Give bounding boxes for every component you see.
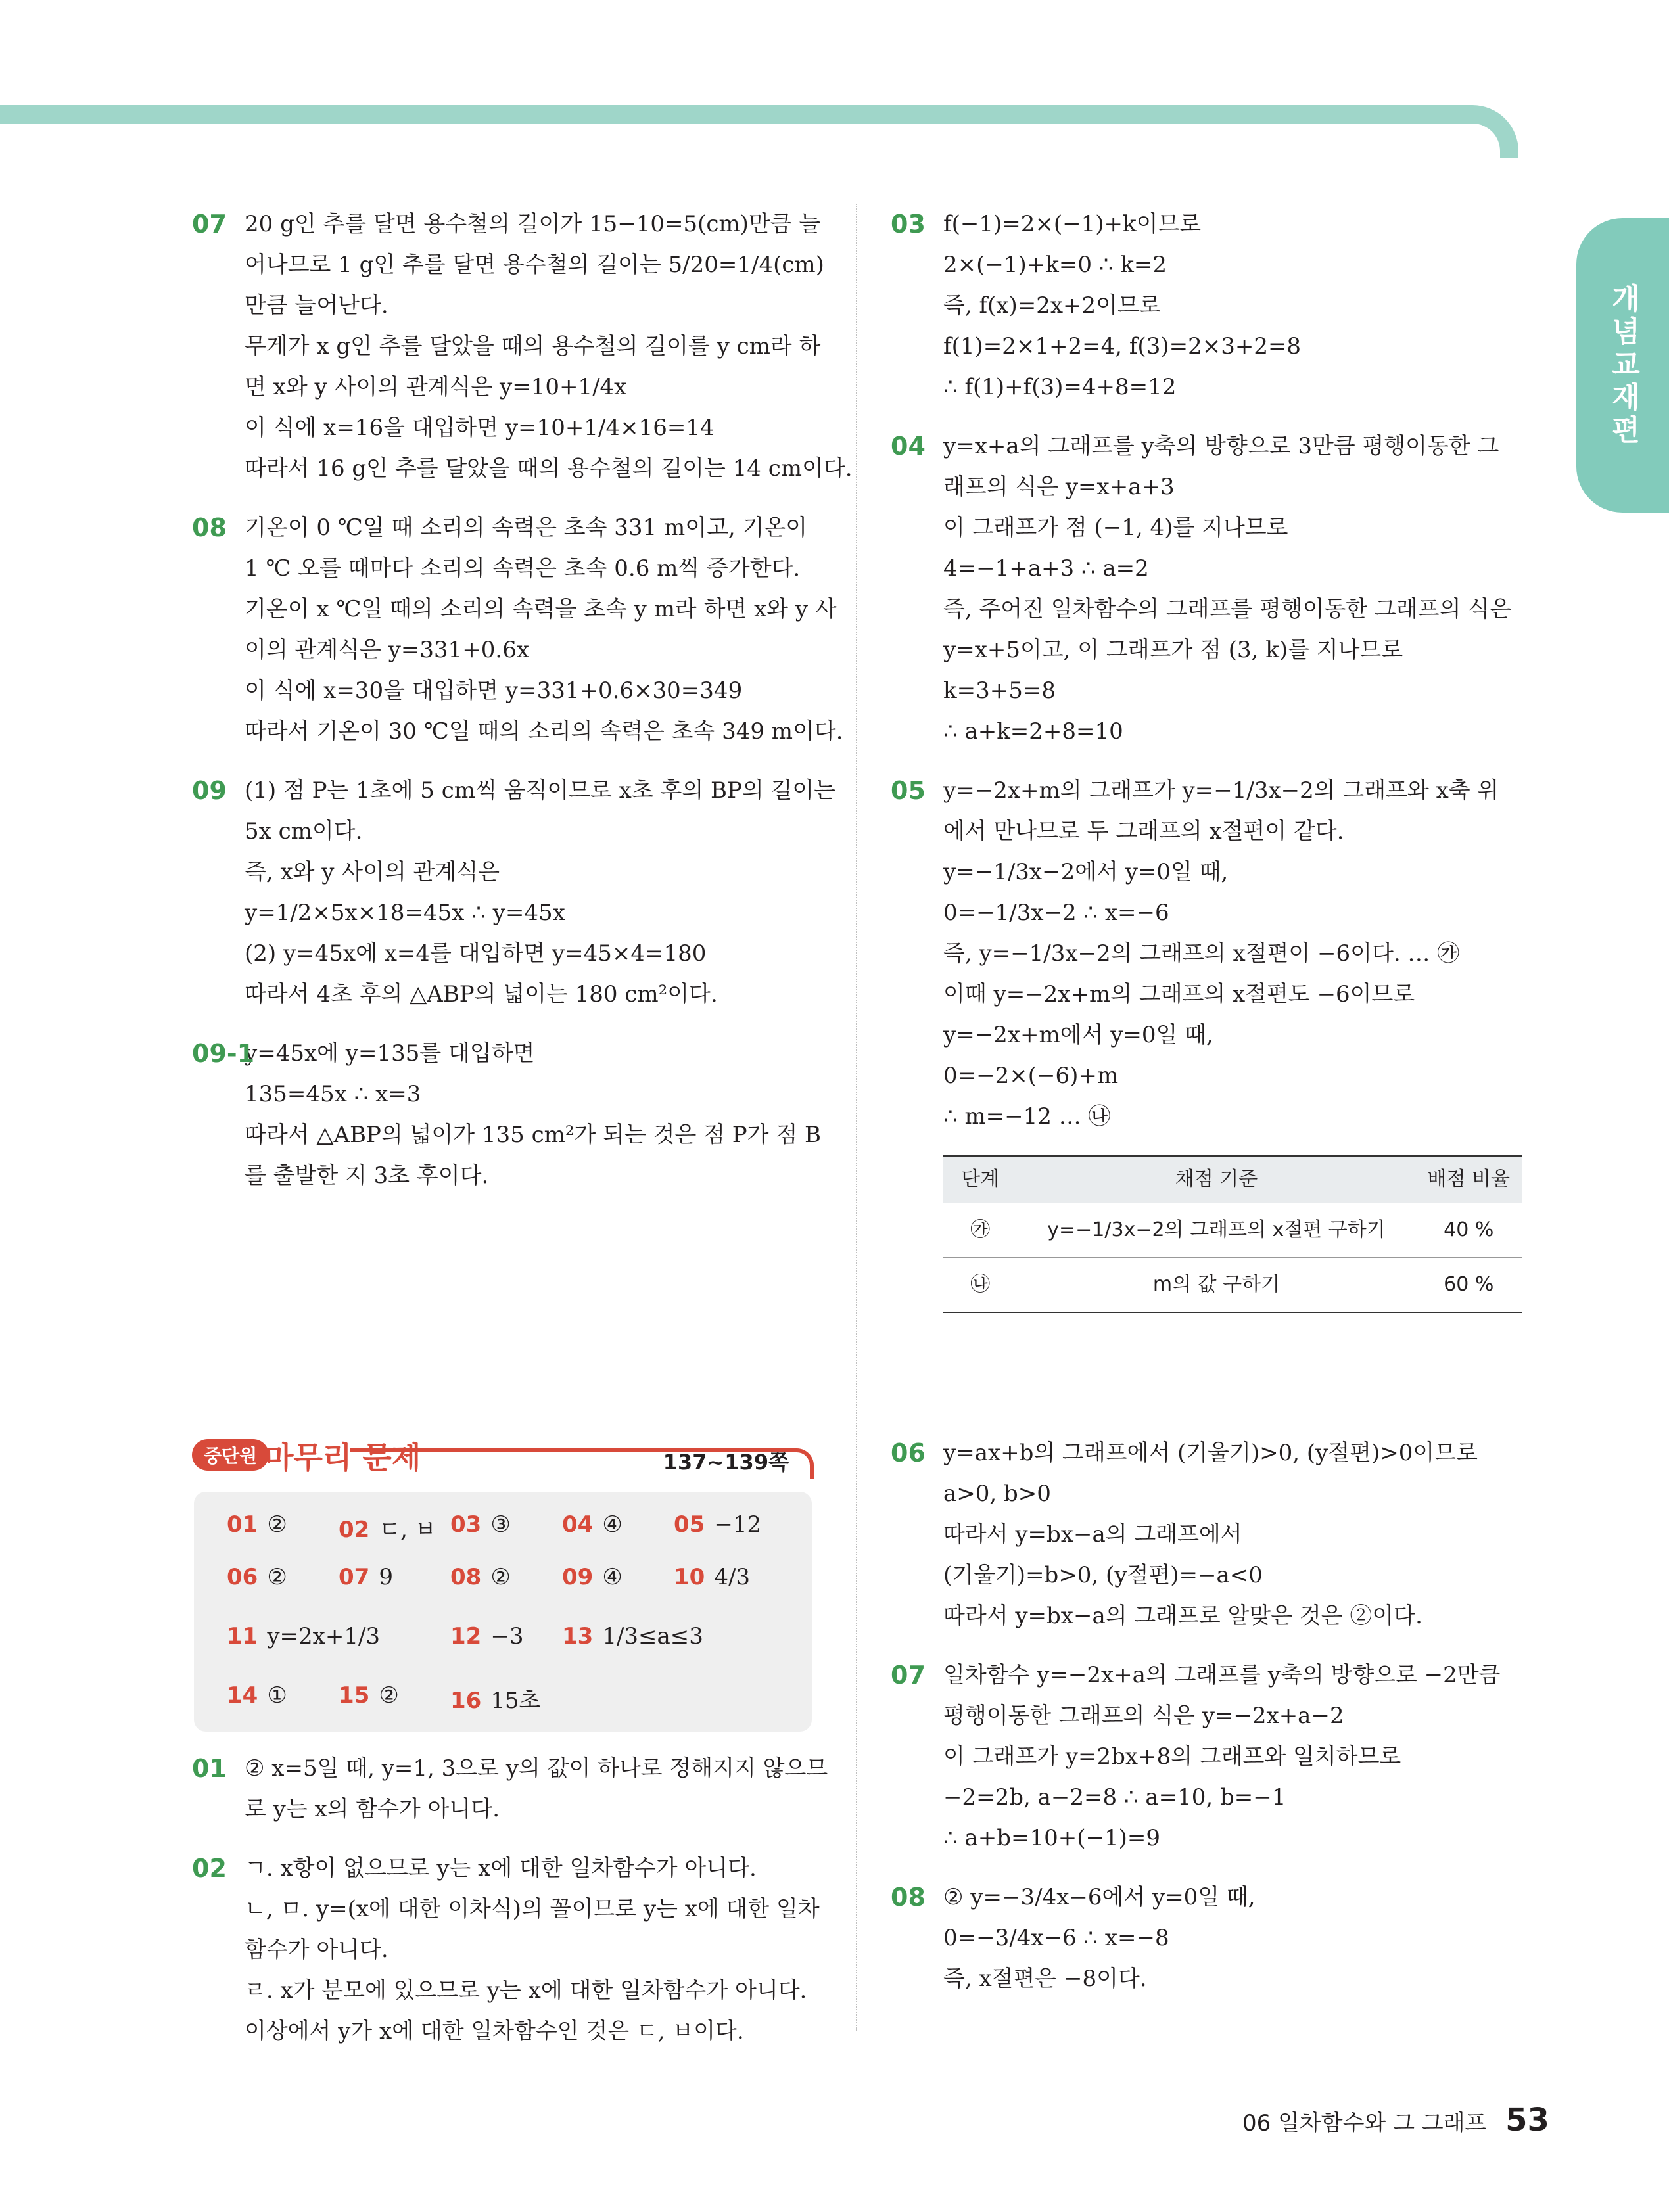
answer-item (339, 1511, 436, 1544)
table-row (943, 1258, 1522, 1313)
solution-line: 만큼 늘어난다. (245, 292, 388, 319)
top-decor-bar (0, 105, 1486, 124)
answer-value: y=2x+1/3 (267, 1623, 381, 1649)
solution-line: f(−1)=2×(−1)+k이므로 (943, 211, 1202, 237)
solution-line: ㄹ. x가 분모에 있으므로 y는 x에 대한 일차함수가 아니다. (245, 1977, 807, 2004)
answer-number: 11 (227, 1623, 258, 1649)
solution-line: 5x cm이다. (245, 818, 363, 844)
solution-line: 이의 관계식은 y=331+0.6x (245, 637, 530, 663)
page-number: 53 (1505, 2102, 1549, 2138)
solution-line: 기온이 x ℃일 때의 소리의 속력을 초속 y m라 하면 x와 y 사 (245, 596, 837, 622)
problem-number: 07 (192, 210, 227, 239)
answer-value: ① (267, 1682, 287, 1709)
solution-line: 즉, y=−1/3x−2의 그래프의 x절편이 −6이다. … ㉮ (943, 940, 1460, 967)
solution-line: a>0, b>0 (943, 1481, 1051, 1507)
answer-item (562, 1564, 623, 1590)
answer-item (562, 1623, 703, 1649)
answer-item (227, 1564, 287, 1590)
problem-number: 03 (891, 210, 926, 239)
answer-item (450, 1511, 511, 1538)
problem-03 (891, 204, 1522, 407)
summary-title: 마무리 문제 (264, 1440, 421, 1475)
answer-number: 16 (450, 1688, 482, 1714)
top-decor-curve (1446, 105, 1518, 158)
problem-number: 04 (891, 432, 926, 461)
solution-line: 즉, x와 y 사이의 관계식은 (245, 859, 500, 885)
answer-value: ② (267, 1564, 287, 1590)
solution-line: y=−2x+m에서 y=0일 때, (943, 1022, 1213, 1048)
solution-line: ∴ a+k=2+8=10 (943, 718, 1123, 745)
problem-number: 06 (891, 1439, 926, 1467)
solution-line: 무게가 x g인 추를 달았을 때의 용수철의 길이를 y cm라 하 (245, 333, 821, 359)
solution-line: ㄴ, ㅁ. y=(x에 대한 이차식)의 꼴이므로 y는 x에 대한 일차 (245, 1896, 820, 1922)
solution-line: y=1/2×5x×18=45x ∴ y=45x (245, 900, 565, 926)
answer-number: 08 (450, 1564, 482, 1590)
right-column (891, 204, 1522, 1313)
solution-line: 2×(−1)+k=0 ∴ k=2 (943, 252, 1167, 278)
answer-value: −12 (714, 1511, 762, 1538)
solution-line: 이상에서 y가 x에 대한 일차함수인 것은 ㄷ, ㅂ이다. (245, 2018, 744, 2044)
problem-04 (891, 426, 1522, 752)
answer-item (227, 1682, 287, 1709)
summary-pages: 137~139쪽 (663, 1450, 789, 1475)
answer-number: 10 (674, 1564, 705, 1590)
table-cell: ㉯ (943, 1258, 1018, 1313)
solution-line: 따라서 16 g인 추를 달았을 때의 용수철의 길이는 14 cm이다. (245, 455, 853, 482)
answer-number: 12 (450, 1623, 482, 1649)
solution-line: ② x=5일 때, y=1, 3으로 y의 값이 하나로 정해지지 않으므 (245, 1755, 828, 1782)
problem-09 (192, 770, 836, 1015)
answer-number: 15 (339, 1682, 370, 1709)
answer-value: 4/3 (714, 1564, 751, 1590)
answer-number: 01 (227, 1511, 258, 1538)
answer-value: ④ (602, 1564, 623, 1590)
solution-line: 1 ℃ 오를 때마다 소리의 속력은 초속 0.6 m씩 증가한다. (245, 555, 801, 582)
problem-number: 08 (891, 1883, 926, 1912)
problem-number: 02 (192, 1854, 227, 1883)
problem-07 (891, 1655, 1522, 1858)
answer-item (450, 1682, 540, 1715)
solution-line: 즉, x절편은 −8이다. (943, 1966, 1147, 1992)
solution-line: 어나므로 1 g인 추를 달면 용수철의 길이는 5/20=1/4(cm) (245, 252, 824, 278)
solution-line: 함수가 아니다. (245, 1937, 388, 1963)
table-header: 채점 기준 (1018, 1156, 1415, 1203)
answer-item (227, 1511, 287, 1538)
table-cell: y=−1/3x−2의 그래프의 x절편 구하기 (1018, 1203, 1415, 1258)
problem-07 (192, 204, 853, 489)
answer-number: 03 (450, 1511, 482, 1538)
solution-line: f(1)=2×1+2=4, f(3)=2×3+2=8 (943, 333, 1302, 359)
solution-line: 20 g인 추를 달면 용수철의 길이가 15−10=5(cm)만큼 늘 (245, 211, 821, 237)
answer-item (450, 1623, 523, 1649)
answer-item (227, 1623, 380, 1649)
solution-line: 이 식에 x=30을 대입하면 y=331+0.6×30=349 (245, 678, 743, 704)
solution-line: y=x+5이고, 이 그래프가 점 (3, k)를 지나므로 (943, 637, 1403, 663)
solution-line: 를 출발한 지 3초 후이다. (245, 1163, 489, 1189)
problem-number: 09 (192, 776, 227, 805)
solution-line: k=3+5=8 (943, 678, 1056, 704)
solution-line: −2=2b, a−2=8 ∴ a=10, b=−1 (943, 1784, 1286, 1810)
solution-line: 따라서 기온이 30 ℃일 때의 소리의 속력은 초속 349 m이다. (245, 718, 843, 745)
problem-number: 05 (891, 776, 926, 805)
problem-02 (192, 1848, 823, 2052)
answer-value: ③ (490, 1511, 511, 1538)
summary-answer-box (194, 1492, 812, 1732)
solution-line: 따라서 y=bx−a의 그래프로 알맞은 것은 ②이다. (943, 1603, 1422, 1629)
solution-line: 평행이동한 그래프의 식은 y=−2x+a−2 (943, 1703, 1344, 1729)
left-column (192, 204, 853, 1214)
problem-number: 01 (192, 1754, 227, 1783)
page-footer (1242, 2102, 1549, 2138)
column-divider (856, 204, 857, 2031)
solution-line: ㄱ. x항이 없으므로 y는 x에 대한 일차함수가 아니다. (245, 1855, 757, 1881)
table-cell: 60 % (1415, 1258, 1522, 1313)
problem-08 (192, 507, 843, 752)
solution-line: 0=−2×(−6)+m (943, 1063, 1119, 1089)
problem-number: 09-1 (192, 1039, 255, 1068)
solution-line: 이 그래프가 y=2bx+8의 그래프와 일치하므로 (943, 1743, 1401, 1770)
solution-line: 이때 y=−2x+m의 그래프의 x절편도 −6이므로 (943, 981, 1415, 1007)
solution-line: 즉, f(x)=2x+2이므로 (943, 292, 1161, 319)
problem-number: 07 (891, 1661, 926, 1690)
solution-line: y=ax+b의 그래프에서 (기울기)>0, (y절편)>0이므로 (943, 1440, 1478, 1466)
answer-item (674, 1564, 750, 1590)
solution-line: (기울기)=b>0, (y절편)=−a<0 (943, 1562, 1263, 1588)
problem-01 (192, 1748, 828, 1830)
answer-item (339, 1682, 399, 1709)
solution-line: 면 x와 y 사이의 관계식은 y=10+1/4x (245, 374, 627, 400)
table-header: 배점 비율 (1415, 1156, 1522, 1203)
answer-number: 04 (562, 1511, 594, 1538)
answer-number: 06 (227, 1564, 258, 1590)
problem-09-1 (192, 1033, 823, 1196)
answer-value: ㄷ, ㅂ (379, 1517, 436, 1543)
solution-line: 에서 만나므로 두 그래프의 x절편이 같다. (943, 818, 1344, 844)
solution-line: (2) y=45x에 x=4를 대입하면 y=45×4=180 (245, 940, 707, 967)
table-row (943, 1203, 1522, 1258)
solution-line: 따라서 △ABP의 넓이가 135 cm²가 되는 것은 점 P가 점 B (245, 1122, 821, 1148)
solution-line: 즉, 주어진 일차함수의 그래프를 평행이동한 그래프의 식은 (943, 596, 1511, 622)
answer-number: 09 (562, 1564, 594, 1590)
answer-number: 14 (227, 1682, 258, 1709)
solution-line: y=45x에 y=135를 대입하면 (245, 1040, 535, 1067)
side-section-tab: 개념교재편 (1576, 218, 1669, 513)
answer-value: ④ (602, 1511, 623, 1538)
solution-line: y=x+a의 그래프를 y축의 방향으로 3만큼 평행이동한 그 (943, 433, 1499, 459)
solution-line: ② y=−3/4x−6에서 y=0일 때, (943, 1884, 1256, 1910)
solution-line: 기온이 0 ℃일 때 소리의 속력은 초속 331 m이고, 기온이 (245, 515, 808, 541)
summary-header (192, 1434, 815, 1480)
answer-value: 9 (379, 1564, 393, 1590)
table-header: 단계 (943, 1156, 1018, 1203)
solution-line: 이 식에 x=16을 대입하면 y=10+1/4×16=14 (245, 415, 715, 441)
right-column-after (891, 1433, 1522, 2017)
answer-value: −3 (490, 1623, 524, 1649)
footer-chapter: 06 일차함수와 그 그래프 (1242, 2110, 1487, 2136)
solution-line: ∴ f(1)+f(3)=4+8=12 (943, 374, 1177, 400)
solution-line: 0=−3/4x−6 ∴ x=−8 (943, 1925, 1169, 1951)
solution-line: (1) 점 P는 1초에 5 cm씩 움직이므로 x초 후의 BP의 길이는 (245, 777, 836, 804)
solution-line: 따라서 y=bx−a의 그래프에서 (943, 1521, 1242, 1548)
table-cell: 40 % (1415, 1203, 1522, 1258)
solution-line: y=−1/3x−2에서 y=0일 때, (943, 859, 1229, 885)
table-cell: m의 값 구하기 (1018, 1258, 1415, 1313)
solution-line: 일차함수 y=−2x+a의 그래프를 y축의 방향으로 −2만큼 (943, 1662, 1501, 1688)
solution-line: y=−2x+m의 그래프가 y=−1/3x−2의 그래프와 x축 위 (943, 777, 1499, 804)
answer-item (450, 1564, 511, 1590)
answer-value: ② (267, 1511, 287, 1538)
answer-number: 07 (339, 1564, 370, 1590)
summary-badge: 중단원 (192, 1439, 269, 1471)
problem-05 (891, 770, 1522, 1137)
solution-line: ∴ a+b=10+(−1)=9 (943, 1825, 1160, 1851)
problem-06 (891, 1433, 1522, 1636)
table-cell: ㉮ (943, 1203, 1018, 1258)
answer-number: 13 (562, 1623, 594, 1649)
solution-line: 135=45x ∴ x=3 (245, 1081, 421, 1107)
answer-value: 1/3≤a≤3 (602, 1623, 703, 1649)
answer-value: ② (379, 1682, 399, 1709)
solution-line: ∴ m=−12 … ㉯ (943, 1103, 1111, 1130)
solution-line: 이 그래프가 점 (−1, 4)를 지나므로 (943, 515, 1288, 541)
left-column-after (192, 1748, 828, 2070)
problem-number: 08 (192, 513, 227, 542)
answer-item (674, 1511, 761, 1538)
answer-value: 15초 (490, 1688, 541, 1714)
solution-line: 래프의 식은 y=x+a+3 (943, 474, 1175, 500)
problem-08 (891, 1877, 1522, 1999)
solution-line: 4=−1+a+3 ∴ a=2 (943, 555, 1149, 582)
answer-number: 02 (339, 1517, 370, 1543)
solution-line: 로 y는 x의 함수가 아니다. (245, 1796, 500, 1822)
solution-line: 0=−1/3x−2 ∴ x=−6 (943, 900, 1169, 926)
grading-table (943, 1155, 1522, 1313)
answer-number: 05 (674, 1511, 705, 1538)
answer-item (562, 1511, 623, 1538)
answer-value: ② (490, 1564, 511, 1590)
answer-item (339, 1564, 393, 1590)
solution-line: 따라서 4초 후의 △ABP의 넓이는 180 cm²이다. (245, 981, 718, 1007)
